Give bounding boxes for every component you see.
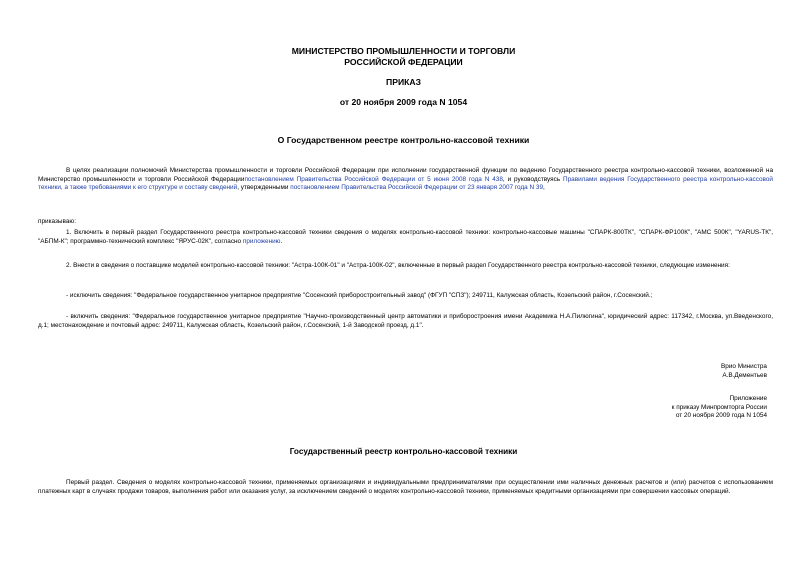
link-decree-39[interactable]: постановлением Правительства Российской Федерации от 23 января 2007 года N 39: [290, 184, 544, 192]
bullet-exclude: - исключить сведения: "Федеральное государственное унитарное предприятие "Сосенский приборостроительный завод" (ФГУП "СПЗ"); 249711, Калужская область, Козельский район, г.Сосенский.;: [66, 292, 653, 299]
item-1-end: .: [280, 237, 283, 245]
link-registry-rules[interactable]: Правилами ведения Государственного реестра контрольно-кассовой техники, а также требованиями к его структуре и составу сведений: [38, 175, 773, 192]
signature-name: А.В.Дементьев: [722, 371, 767, 379]
item-2: 2. Внести в сведения о поставщике моделей контрольно-кассовой техники: "Астра-100К-01" и "Астра-100К-02", включенные в первый раздел Государственного реестра контрольно-кассовой техники, следующие изменения:: [66, 262, 730, 269]
order-word: приказываю:: [38, 218, 76, 225]
link-appendix[interactable]: приложению: [242, 237, 281, 245]
preamble-text-1: В целях реализации полномочий Министерства промышленности и торговли Российской Федерации при исполнении государственной функции по ведению Государственного реестра контрольно-кассовой техники, возложенной на Министерство промышленности и торговли Российской Федерации: [38, 167, 773, 183]
ministry-heading: [0, 46, 807, 68]
preamble-text-3: , утвержденными: [237, 184, 291, 192]
item-1: [38, 229, 773, 246]
ministry-line-2: РОССИЙСКОЙ ФЕДЕРАЦИИ: [344, 57, 463, 67]
preamble-text-2: , и руководствуясь: [502, 175, 563, 183]
item-1-text: 1. Включить в первый раздел Государственного реестра контрольно-кассовой техники сведения о моделях контрольно-кассовой техники: контрольно-кассовые машины "СПАРК-800ТК", "СПАРК-ФР100К", "АМС 500К", "YARUS-ТК", "АБПМ-К"; программно-технический комплекс "ЯРУС-02К", согласно: [38, 229, 773, 245]
doc-title: О Государственном реестре контрольно-кассовой техники: [277, 135, 530, 145]
link-decree-438[interactable]: постановлением Правительства Российской Федерации от 5 июня 2008 года N 438: [244, 175, 503, 183]
appendix-line-1: Приложение: [729, 395, 767, 402]
preamble-text-4: ,: [543, 184, 545, 192]
section-title: Государственный реестр контрольно-кассовой техники: [289, 447, 518, 456]
appendix-line-2: к приказу Минпромторга России: [671, 403, 767, 411]
ministry-line-1: МИНИСТЕРСТВО ПРОМЫШЛЕННОСТИ И ТОРГОВЛИ: [291, 46, 516, 56]
doc-type: ПРИКАЗ: [386, 77, 421, 87]
appendix-block: [672, 395, 767, 421]
doc-date: от 20 ноября 2009 года N 1054: [339, 97, 468, 107]
signature-position: Врио Министра: [721, 363, 767, 370]
signature-block: [721, 363, 767, 380]
bullet-include: - включить сведения: "Федеральное государственное унитарное предприятие "Научно-производственный центр автоматики и приборостроения имени Академика Н.А.Пилюгина", юридический адрес: 117342, г.Москва, ул.Введенского, д.1; местонахождение и почтовый адрес: 249711, Калужская область, Козельский район, г.Сосенский, 1-й Заводской проезд, д.1".: [38, 313, 773, 329]
preamble-paragraph: [38, 167, 773, 193]
appendix-line-3: от 20 ноября 2009 года N 1054: [675, 412, 767, 420]
section-paragraph: Первый раздел. Сведения о моделях контрольно-кассовой техники, применяемых организациями и индивидуальными предпринимателями при осуществлении ими наличных денежных расчетов и (или) расчетов с использованием платежных карт в случаях продажи товаров, выполнения работ или оказания услуг, за исключением сведений о моделях контрольно-кассовой техники, применяемых кредитными организациями при совершении кассовых операций.: [38, 479, 773, 495]
